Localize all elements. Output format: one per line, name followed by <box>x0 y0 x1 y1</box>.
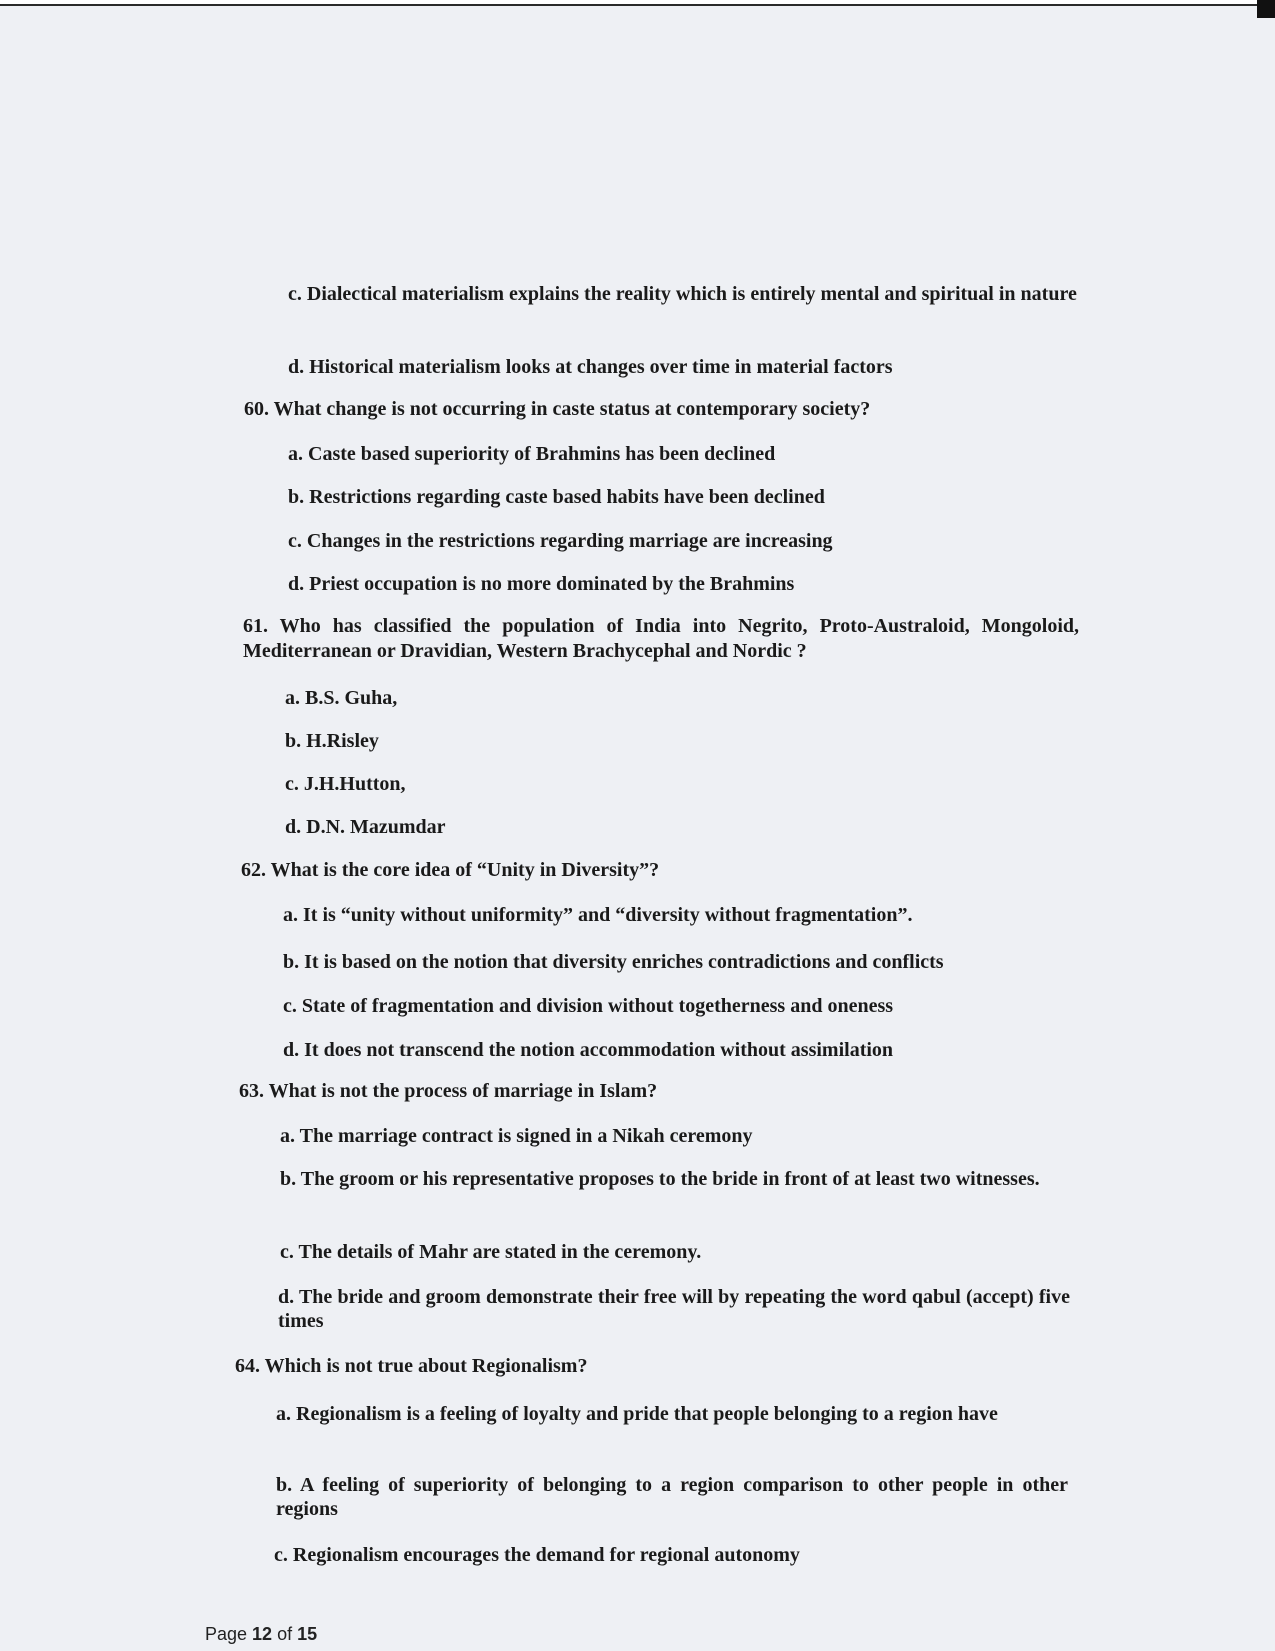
page-number-footer <box>205 1624 317 1645</box>
option-61b: b. H.Risley <box>285 730 379 752</box>
option-61a: a. B.S. Guha, <box>285 687 398 709</box>
option-63c: c. The details of Mahr are stated in the ceremony. <box>280 1241 702 1263</box>
option-60c: c. Changes in the restrictions regarding marriage are increasing <box>288 530 833 552</box>
page-label: Page <box>205 1624 253 1644</box>
option-61d: d. D.N. Mazumdar <box>285 816 446 838</box>
total-pages-number: 15 <box>297 1624 318 1644</box>
option-63d: d. The bride and groom demonstrate their free will by repeating the word qabul (accept) five times <box>278 1286 1070 1332</box>
option-62b: b. It is based on the notion that diversity enriches contradictions and conflicts <box>283 951 944 973</box>
option-62a: a. It is “unity without uniformity” and “diversity without fragmentation”. <box>283 904 913 926</box>
option-61c: c. J.H.Hutton, <box>285 773 406 795</box>
option-60b: b. Restrictions regarding caste based habits have been declined <box>288 486 825 508</box>
option-59c: c. Dialectical materialism explains the reality which is entirely mental and spiritual in nature <box>288 283 1077 305</box>
option-60a: a. Caste based superiority of Brahmins has been declined <box>288 443 776 465</box>
option-60d: d. Priest occupation is no more dominated by the Brahmins <box>288 573 795 595</box>
option-64b: b. A feeling of superiority of belonging to a region comparison to other people in other regions <box>276 1474 1068 1520</box>
option-59d: d. Historical materialism looks at changes over time in material factors <box>288 356 893 378</box>
current-page-number: 12 <box>252 1624 273 1644</box>
question-62: 62. What is the core idea of “Unity in Diversity”? <box>241 859 660 881</box>
page-of-label: of <box>272 1624 298 1644</box>
option-62d: d. It does not transcend the notion accommodation without assimilation <box>283 1039 894 1061</box>
option-64a: a. Regionalism is a feeling of loyalty and pride that people belonging to a region have <box>276 1403 998 1425</box>
option-64c: c. Regionalism encourages the demand for regional autonomy <box>274 1544 800 1566</box>
option-62c: c. State of fragmentation and division without togetherness and oneness <box>283 995 894 1017</box>
question-60: 60. What change is not occurring in caste status at contemporary society? <box>244 398 871 420</box>
option-63a: a. The marriage contract is signed in a Nikah ceremony <box>280 1125 753 1147</box>
question-64: 64. Which is not true about Regionalism? <box>235 1355 588 1377</box>
question-63: 63. What is not the process of marriage in Islam? <box>239 1080 658 1102</box>
option-63b: b. The groom or his representative proposes to the bride in front of at least two witnesses. <box>280 1168 1040 1190</box>
question-61: 61. Who has classified the population of India into Negrito, Proto-Australoid, Mongoloid, Mediterranean or Dravidian, Western Brachycephal and Nordic ? <box>243 615 1079 662</box>
